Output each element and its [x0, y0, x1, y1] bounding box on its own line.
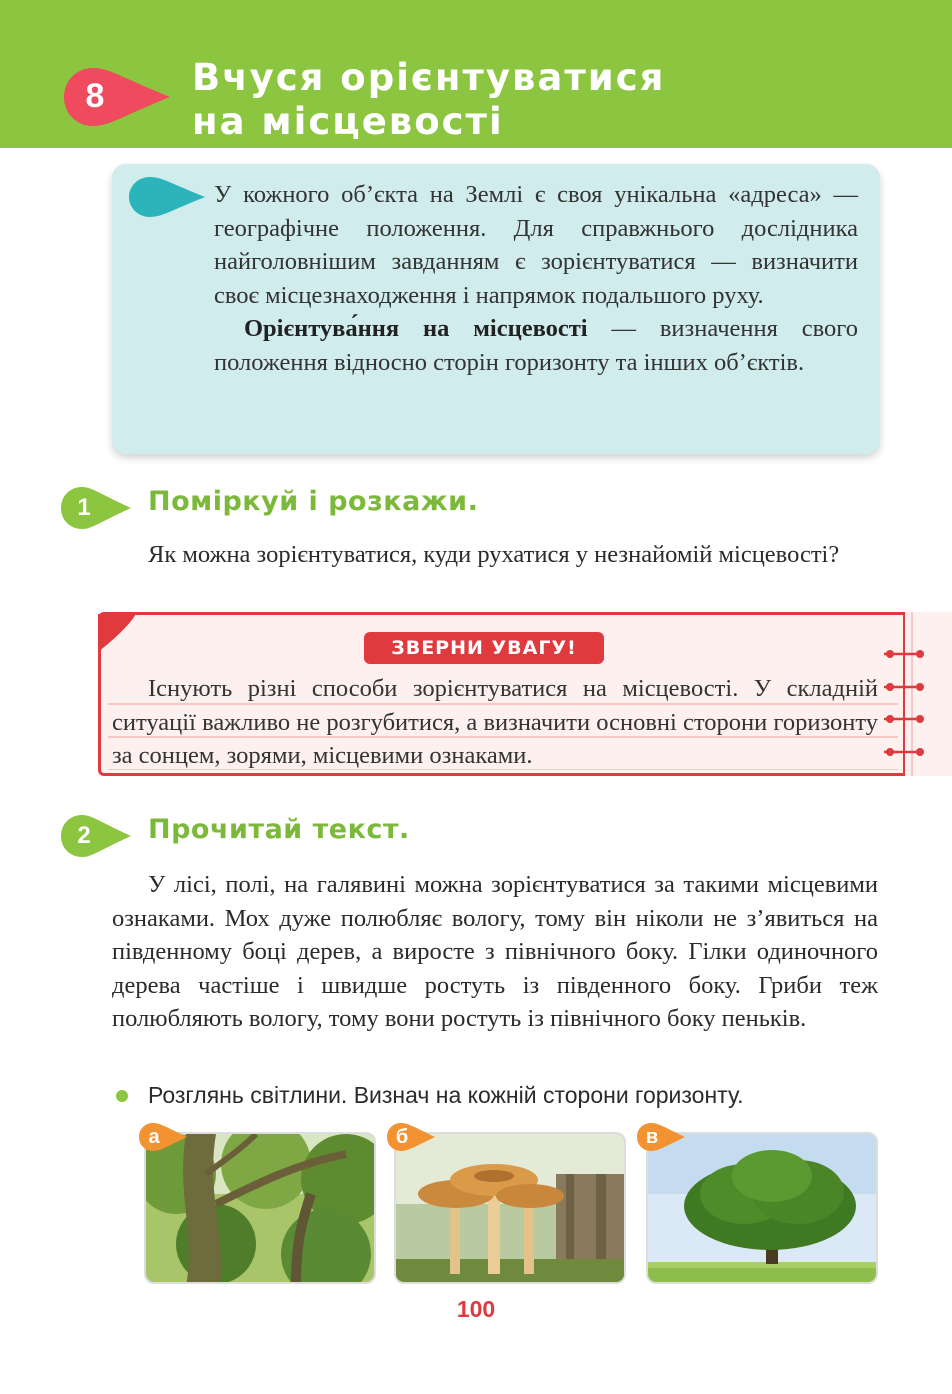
photo-label-c: в [645, 1126, 659, 1148]
notebook-rings-icon [884, 612, 952, 776]
intro-marker-icon [128, 176, 206, 218]
task2-instruction: Розглянь світлини. Визнач на кожній сторони горизонту. [148, 1082, 744, 1108]
lesson-title-line2: на місцевості [192, 100, 504, 143]
lesson-title-line1: Вчуся орієнтуватися [192, 56, 666, 99]
task2-number: 2 [77, 822, 91, 849]
photo-label-b: б [395, 1126, 409, 1148]
mossy-tree-photo [146, 1134, 376, 1284]
attention-text: Існують різні способи зорієнтуватися на місцевості. У складній ситуації важливо не розгубитися, а визначити основні сторони горизонту за сонцем, зорями, місцевими ознаками. [112, 675, 878, 769]
task1-question: Як можна зорієнтуватися, куди рухатися у незнайомій місцевості? [148, 541, 840, 568]
photo-a [144, 1132, 376, 1284]
task2-heading: Прочитай текст. [148, 814, 410, 845]
definition-paragraph [214, 312, 858, 379]
intro-text [214, 178, 858, 379]
intro-paragraph: У кожного об’єкта на Землі є своя унікальна «адреса» — географічне положення. Для справжнього дослідника найголовнішим завданням є зорієнтуватися — визначити своє місцезнаходження і напрямок подальшого руху. [214, 181, 858, 309]
mushrooms-stump-photo [396, 1134, 626, 1284]
lone-tree-photo [648, 1134, 878, 1284]
lesson-title [192, 56, 912, 144]
task1-number: 1 [77, 494, 91, 521]
photo-c [646, 1132, 878, 1284]
page-number: 100 [456, 1296, 496, 1322]
task2-text: У лісі, полі, на галявині можна зорієнтуватися за такими місцевими ознаками. Мох дуже полюбляє вологу, тому він ніколи не з’явиться на південному боці дерев, а виросте з північного боку. Гілки одиночного дерева частіше і швидше ростуть із південного боку. Гриби теж полюбляють вологу, тому вони ростуть із північного боку пеньків. [112, 871, 878, 1032]
definition-text: — визначення свого положення відносно сторін горизонту та інших об’єктів. [214, 315, 858, 376]
page-corner-fold-icon [96, 612, 140, 656]
photo-label-a: а [148, 1126, 160, 1148]
photo-b [394, 1132, 626, 1284]
lesson-number: 8 [85, 77, 105, 115]
task1-heading: Поміркуй і розкажи. [148, 486, 479, 517]
attention-label: ЗВЕРНИ УВАГУ! [364, 632, 604, 664]
bullet-dot-icon [116, 1090, 128, 1102]
definition-term: Орієнтува́ння на місцевості [244, 315, 588, 342]
